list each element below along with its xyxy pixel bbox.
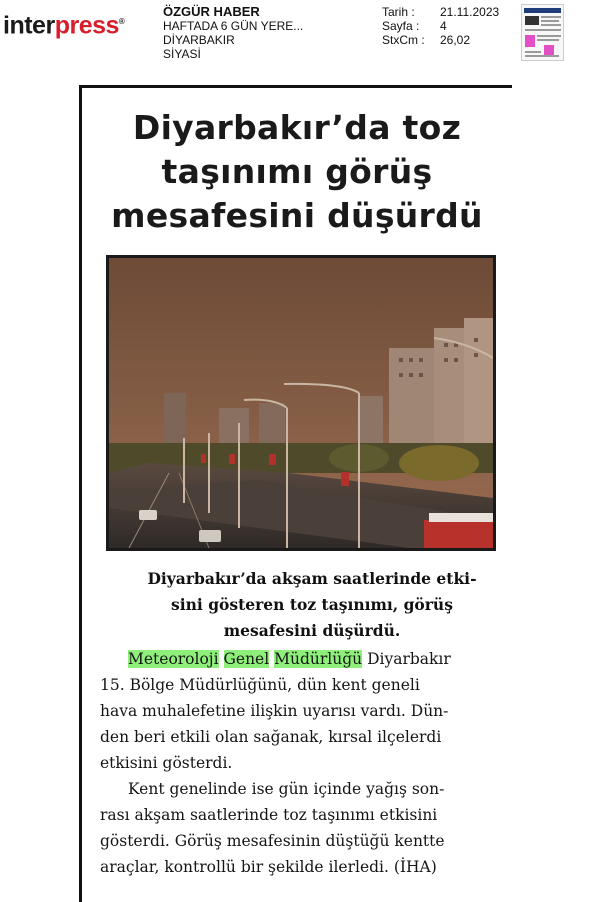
- publication-city: DİYARBAKIR: [163, 33, 235, 47]
- meta-value: 21.11.2023: [440, 5, 500, 19]
- headline-line: Diyarbakır’da toz: [132, 108, 462, 147]
- interpress-logo: [3, 4, 124, 43]
- publication-name: ÖZGÜR HABER: [163, 4, 260, 19]
- highlighted-keyword: Genel: [223, 650, 270, 668]
- meta-value: 26,02: [440, 33, 471, 47]
- publication-info: [163, 5, 303, 61]
- article-headline: [82, 106, 512, 238]
- highlighted-keyword: Meteoroloji: [128, 650, 219, 668]
- publication-frequency: HAFTADA 6 GÜN YERE...: [163, 19, 304, 33]
- body-line: gösterdi. Görüş mesafesinin düştüğü kentte: [100, 832, 445, 850]
- highlighted-keyword: Müdürlüğü: [274, 650, 363, 668]
- body-text: Diyarbakır: [362, 650, 451, 668]
- logo-accent-text: press: [54, 11, 119, 40]
- article-lead: [122, 566, 502, 644]
- article-clipping: [79, 85, 512, 902]
- logo-text: interpress: [3, 11, 119, 40]
- body-line: hava muhalefetine ilişkin uyarısı vardı. Dün-: [100, 702, 449, 720]
- headline-line: taşınımı görüş: [161, 152, 433, 191]
- body-line: etkisini gösterdi.: [100, 754, 233, 772]
- lead-line: sini gösteren toz taşınımı, görüş: [171, 595, 453, 614]
- article-photo: [106, 255, 496, 551]
- body-line: Kent genelinde ise gün içinde yağış son-: [128, 780, 445, 798]
- page-thumbnail[interactable]: [521, 4, 564, 61]
- meta-label: Sayfa :: [382, 19, 420, 33]
- meta-label: Tarih :: [382, 5, 415, 19]
- lead-line: Diyarbakır’da akşam saatlerinde etki-: [147, 569, 477, 588]
- body-paragraph-1: [100, 646, 500, 776]
- headline-line: mesafesini düşürdü: [111, 196, 483, 235]
- clipping-meta: [382, 5, 499, 47]
- body-paragraph-2: [100, 776, 500, 880]
- body-line: 15. Bölge Müdürlüğünü, dün kent geneli: [100, 676, 420, 694]
- dusty-city-street-photo: [109, 258, 493, 548]
- body-line: araçlar, kontrollü bir şekilde ilerledi. (İHA): [100, 858, 437, 876]
- logo-registered-mark: ®: [118, 17, 125, 26]
- publication-section: SİYASİ: [163, 47, 201, 61]
- meta-label: StxCm :: [382, 33, 425, 47]
- meta-row-stxcm: [382, 33, 499, 47]
- lead-line: mesafesini düşürdü.: [223, 621, 401, 640]
- meta-row-date: [382, 5, 499, 19]
- body-line: rası akşam saatlerinde toz taşınımı etkisini: [100, 806, 438, 824]
- body-line: den beri etkili olan sağanak, kırsal ilçelerdi: [100, 728, 442, 746]
- article-body: [100, 646, 500, 880]
- meta-value: 4: [440, 19, 447, 33]
- meta-row-page: [382, 19, 499, 33]
